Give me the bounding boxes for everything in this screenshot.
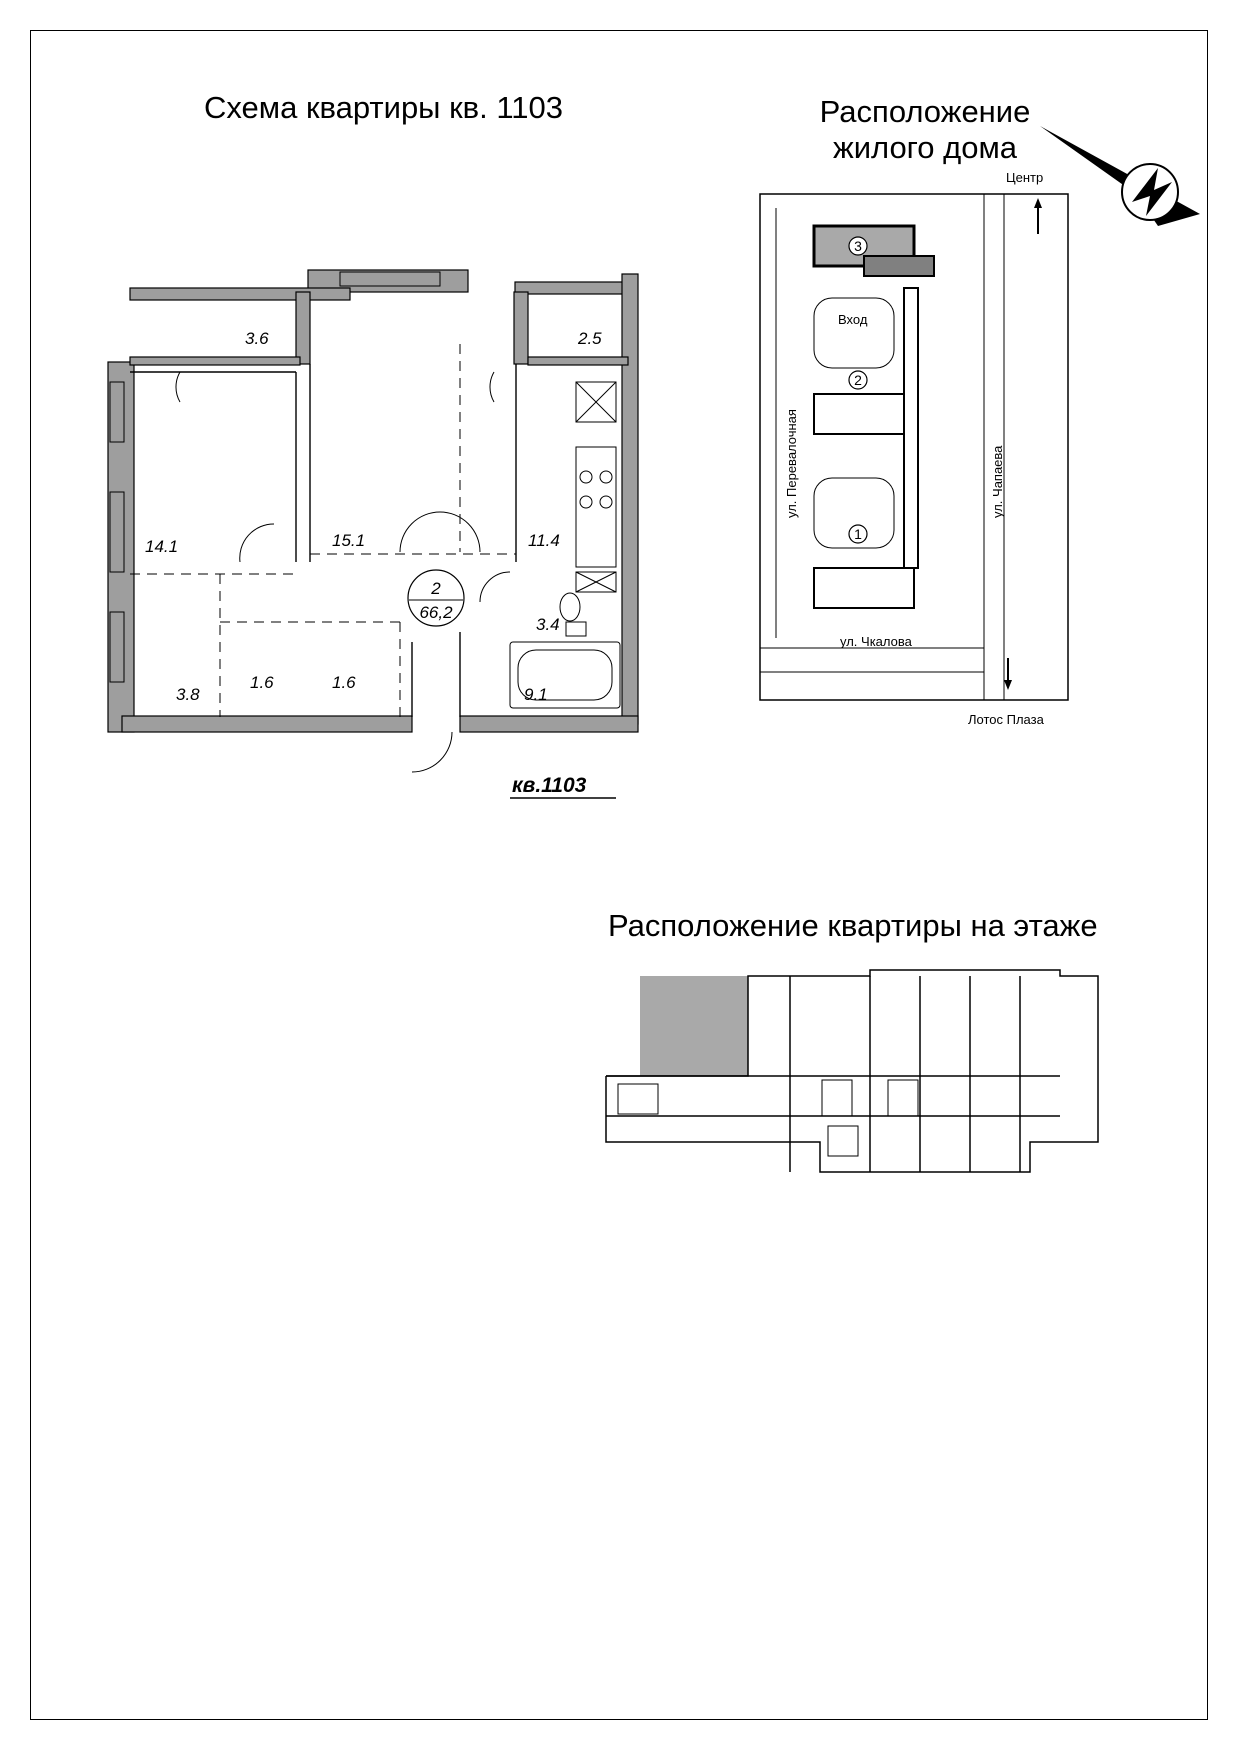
house-location-title	[800, 94, 1050, 166]
plan-walls	[108, 270, 638, 732]
plan-kitchen-fixtures	[576, 382, 616, 592]
apartment-summary-marker	[408, 570, 464, 626]
floor-location-plan	[590, 966, 1170, 1196]
building-number-1: 1	[854, 526, 862, 542]
building-1-shape	[814, 568, 914, 608]
area-living-room: 15.1	[332, 531, 366, 550]
area-corridor: 9.1	[524, 685, 548, 704]
floor-location-title: Расположение квартиры на этаже	[608, 908, 1098, 943]
area-toilet: 3.4	[536, 615, 560, 634]
house-location-title-line2: жилого дома	[832, 130, 1018, 165]
building-2-shape	[814, 394, 914, 434]
building-number-3: 3	[854, 238, 862, 254]
area-closet-1: 1.6	[250, 673, 274, 692]
street-right-label: ул. Чапаева	[990, 445, 1005, 518]
entrance-label: Вход	[838, 312, 868, 327]
plan-windows	[110, 272, 440, 682]
plan-room-areas	[145, 329, 602, 704]
building-number-2: 2	[854, 372, 862, 388]
plan-dashed-lines	[130, 344, 516, 717]
apartment-tag: кв.1103	[512, 774, 587, 797]
area-kitchen: 11.4	[528, 531, 560, 550]
highlighted-apartment	[640, 976, 748, 1076]
area-bedroom: 14.1	[145, 537, 179, 556]
area-balcony-left: 3.6	[245, 329, 269, 348]
floor-plan-core	[618, 1080, 918, 1156]
street-left-label: ул. Перевалочная	[784, 409, 799, 518]
site-map	[754, 168, 1074, 728]
house-location-title-line1: Расположение	[819, 94, 1031, 129]
south-direction-label: Лотос Плаза	[968, 712, 1044, 727]
rooms-count: 2	[431, 579, 441, 598]
building-3-wing	[864, 256, 934, 276]
north-direction-label: Центр	[1006, 170, 1044, 185]
building-connector-1	[904, 288, 918, 568]
area-hall: 3.8	[176, 685, 200, 704]
street-bottom-label: ул. Чкалова	[840, 634, 912, 649]
apartment-floor-plan	[100, 262, 700, 842]
area-balcony-right: 2.5	[578, 329, 602, 348]
area-closet-2: 1.6	[332, 673, 356, 692]
plan-interior-lines	[130, 364, 516, 717]
apartment-scheme-title: Схема квартиры кв. 1103	[204, 90, 563, 125]
total-area: 66,2	[419, 603, 453, 622]
